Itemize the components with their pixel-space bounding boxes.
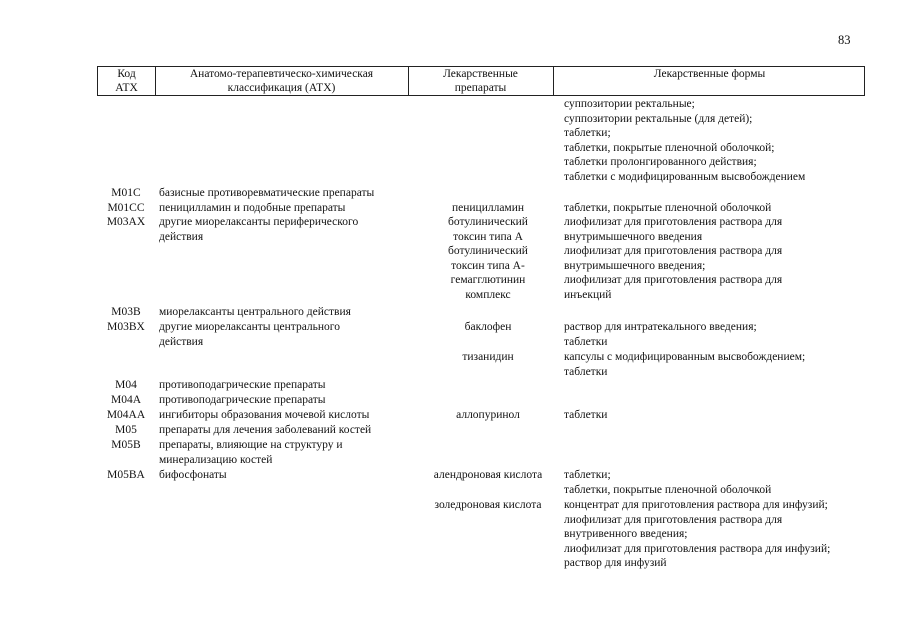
atc-classification: пеницилламин и подобные препараты (159, 202, 346, 214)
atc-code: M05BA (107, 469, 145, 481)
drug-name: ботулинический токсин типа А ботулинический токсин типа А- гемагглютинин комплекс (448, 216, 528, 301)
atc-code: M03B (111, 306, 141, 318)
drug-name: аллопуринол (456, 409, 520, 421)
header-classification: Анатомо-терапевтическо-химическая классификация (АТХ) (189, 68, 374, 94)
dosage-forms: суппозитории ректальные; суппозитории ректальные (для детей); таблетки; таблетки, покрытые пленочной оболочкой; таблетки пролонгированного действия; таблетки с модифицированным высвобождением (564, 98, 806, 183)
header-code: Код АТХ (115, 68, 138, 94)
drug-name: баклофен (464, 321, 512, 333)
atc-classification: препараты для лечения заболеваний костей (159, 424, 372, 436)
drug-name: пеницилламин (451, 202, 525, 214)
atc-classification: другие миорелаксанты центрального действия (159, 321, 340, 348)
drug-name: золедроновая кислота (434, 499, 542, 511)
dosage-forms: таблетки; таблетки, покрытые пленочной оболочкой (564, 469, 772, 496)
atc-code: M03BX (107, 321, 145, 333)
atc-code: M01C (111, 187, 141, 199)
header-forms: Лекарственные формы (653, 68, 766, 80)
atc-classification: другие миорелаксанты периферического действия (159, 216, 359, 243)
atc-classification: ингибиторы образования мочевой кислоты (159, 409, 370, 421)
dosage-forms: таблетки (564, 409, 608, 421)
table-header (97, 66, 865, 96)
atc-classification: базисные противоревматические препараты (159, 187, 375, 199)
dosage-forms: лиофилизат для приготовления раствора для внутримышечного введения лиофилизат для приготовления раствора для внутримышечного введения; лиофилизат для приготовления раствора для инъекций (564, 216, 783, 301)
atc-code: M05 (115, 424, 137, 436)
atc-code: M03AX (106, 216, 146, 228)
atc-code: M05B (111, 439, 141, 451)
atc-classification: противоподагрические препараты (159, 394, 326, 406)
atc-classification: бифосфонаты (159, 469, 227, 481)
atc-code: M04A (110, 394, 142, 406)
atc-classification: противоподагрические препараты (159, 379, 326, 391)
drug-name: алендроновая кислота (433, 469, 543, 481)
atc-classification: препараты, влияющие на структуру и минерализацию костей (159, 439, 343, 466)
dosage-forms: капсулы с модифицированным высвобождением; таблетки (564, 351, 806, 378)
dosage-forms: концентрат для приготовления раствора для инфузий; лиофилизат для приготовления раствора для внутривенного введения; лиофилизат для приготовления раствора для инфузий; раствор для инфузий (564, 499, 831, 570)
dosage-forms: раствор для интратекального введения; таблетки (564, 321, 757, 348)
drug-name: тизанидин (462, 351, 514, 363)
page-number: 83 (838, 33, 851, 47)
atc-code: M04 (115, 379, 137, 391)
dosage-forms: таблетки, покрытые пленочной оболочкой (564, 202, 772, 214)
atc-code: M04AA (106, 409, 146, 421)
atc-code: M01CC (107, 202, 145, 214)
header-drugs: Лекарственные препараты (443, 68, 518, 94)
atc-classification: миорелаксанты центрального действия (159, 306, 351, 318)
